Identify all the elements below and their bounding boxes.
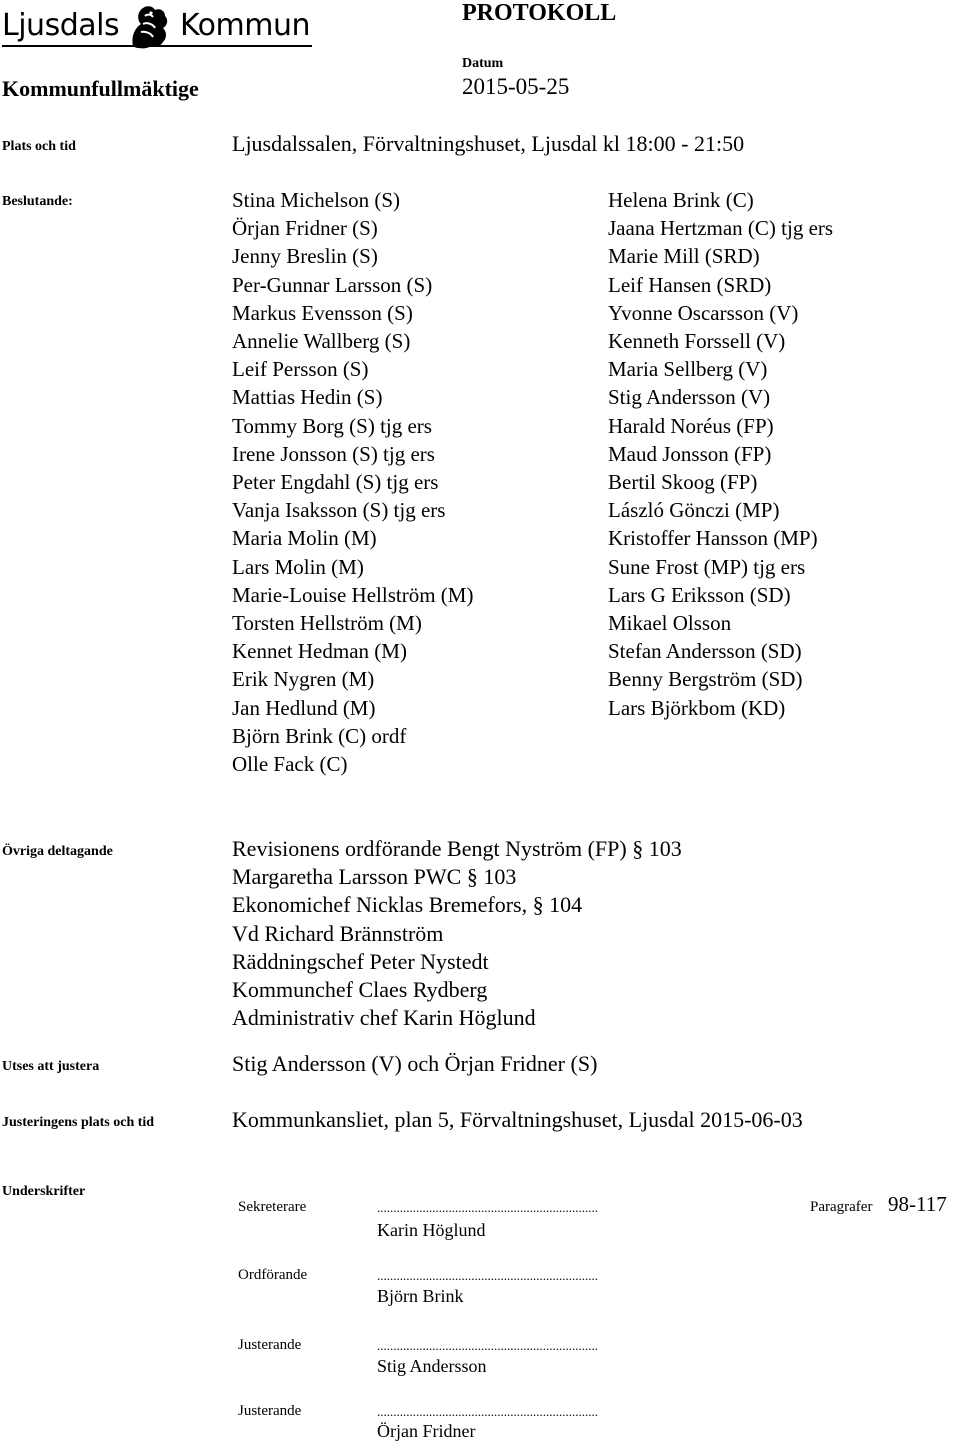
list-item: Erik Nygren (M) [232, 667, 375, 692]
underskrifter-label: Underskrifter [2, 1184, 86, 1199]
list-item: Markus Evensson (S) [232, 300, 413, 325]
signature-line: .................................................................... [377, 1338, 598, 1353]
list-item: Lars Björkbom (KD) [608, 695, 786, 720]
list-item: Marie Mill (SRD) [608, 244, 760, 269]
list-item: Vanja Isaksson (S) tjg ers [232, 498, 446, 523]
list-item: Administrativ chef Karin Höglund [232, 1005, 536, 1031]
list-item: Björn Brink (C) ordf [232, 723, 407, 748]
list-item: Vd Richard Brännström [232, 920, 444, 946]
list-item: Kommunchef Claes Rydberg [232, 977, 488, 1003]
plats-value: Ljusdalssalen, Förvaltningshuset, Ljusdal kl 18:00 - 21:50 [232, 131, 745, 156]
list-item: Tommy Borg (S) tjg ers [232, 413, 432, 438]
signature-line: .................................................................... [377, 1268, 598, 1283]
datum-label: Datum [462, 56, 504, 71]
list-item: Räddningschef Peter Nystedt [232, 948, 489, 974]
list-item: Irene Jonsson (S) tjg ers [232, 441, 435, 466]
paragrafer-value: 98-117 [888, 1192, 947, 1216]
logo-text-ljusdals: Ljusdals [2, 8, 120, 43]
list-item: Kennet Hedman (M) [232, 639, 407, 664]
justera-label: Utses att justera [2, 1059, 100, 1074]
list-item: Per-Gunnar Larsson (S) [232, 272, 433, 297]
list-item: Kristoffer Hansson (MP) [608, 526, 818, 551]
beslutande-left-list [232, 186, 473, 778]
list-item: Kenneth Forssell (V) [608, 329, 786, 354]
list-item: Bertil Skoog (FP) [608, 470, 758, 495]
beslutande-right-list [608, 186, 833, 722]
logo-underline [2, 45, 312, 47]
signature-name: Stig Andersson [377, 1356, 487, 1376]
justeringens-value: Kommunkansliet, plan 5, Förvaltningshuset, Ljusdal 2015-06-03 [232, 1107, 803, 1132]
list-item: Helena Brink (C) [608, 188, 754, 212]
signature-name: Örjan Fridner [377, 1421, 476, 1441]
ovriga-list [232, 835, 682, 1032]
list-item: Benny Bergström (SD) [608, 667, 803, 692]
ovriga-label: Övriga deltagande [2, 844, 113, 859]
signature-role: Sekreterare [238, 1199, 307, 1215]
organ-title: Kommunfullmäktige [2, 76, 199, 101]
list-item: Jan Hedlund (M) [232, 695, 376, 720]
list-item: Revisionens ordförande Bengt Nyström (FP) § 103 [232, 836, 682, 861]
list-item: Ekonomichef Nicklas Bremefors, § 104 [232, 892, 583, 918]
list-item: Maud Jonsson (FP) [608, 441, 772, 466]
list-item: László Gönczi (MP) [608, 498, 780, 523]
justeringens-label: Justeringens plats och tid [2, 1115, 155, 1130]
paragrafer-label: Paragrafer [810, 1199, 873, 1215]
signature-line: .................................................................... [377, 1200, 598, 1215]
list-item: Annelie Wallberg (S) [232, 329, 411, 354]
list-item: Leif Hansen (SRD) [608, 272, 772, 297]
list-item: Peter Engdahl (S) tjg ers [232, 470, 439, 495]
list-item: Stefan Andersson (SD) [608, 639, 802, 664]
list-item: Örjan Fridner (S) [232, 216, 378, 241]
document-title: PROTOKOLL [462, 0, 617, 26]
list-item: Maria Sellberg (V) [608, 357, 768, 382]
list-item: Mikael Olsson [608, 611, 732, 636]
signature-name: Björn Brink [377, 1286, 464, 1306]
list-item: Marie-Louise Hellström (M) [232, 582, 474, 607]
list-item: Maria Molin (M) [232, 526, 377, 551]
list-item: Olle Fack (C) [232, 752, 348, 777]
list-item: Harald Noréus (FP) [608, 413, 774, 438]
beslutande-label: Beslutande: [2, 194, 73, 209]
list-item: Lars Molin (M) [232, 554, 364, 579]
list-item: Torsten Hellström (M) [232, 611, 422, 636]
list-item: Stig Andersson (V) [608, 385, 771, 410]
signature-role: Justerande [238, 1337, 302, 1353]
list-item: Lars G Eriksson (SD) [608, 582, 791, 607]
signature-name: Karin Höglund [377, 1220, 486, 1240]
list-item: Jaana Hertzman (C) tjg ers [608, 216, 834, 241]
signature-role: Justerande [238, 1403, 302, 1419]
logo-text-kommun: Kommun [180, 8, 311, 43]
list-item: Sune Frost (MP) tjg ers [608, 554, 806, 579]
list-item: Leif Persson (S) [232, 357, 369, 382]
list-item: Stina Michelson (S) [232, 188, 400, 212]
list-item: Margaretha Larsson PWC § 103 [232, 864, 517, 890]
signature-line: .................................................................... [377, 1404, 598, 1419]
signature-role: Ordförande [238, 1267, 308, 1283]
list-item: Jenny Breslin (S) [232, 244, 378, 269]
justera-value: Stig Andersson (V) och Örjan Fridner (S) [232, 1051, 598, 1076]
plats-label: Plats och tid [2, 139, 76, 154]
datum-value: 2015-05-25 [462, 74, 570, 99]
list-item: Yvonne Oscarsson (V) [608, 300, 799, 325]
lion-emblem-icon [125, 2, 173, 50]
list-item: Mattias Hedin (S) [232, 385, 383, 410]
